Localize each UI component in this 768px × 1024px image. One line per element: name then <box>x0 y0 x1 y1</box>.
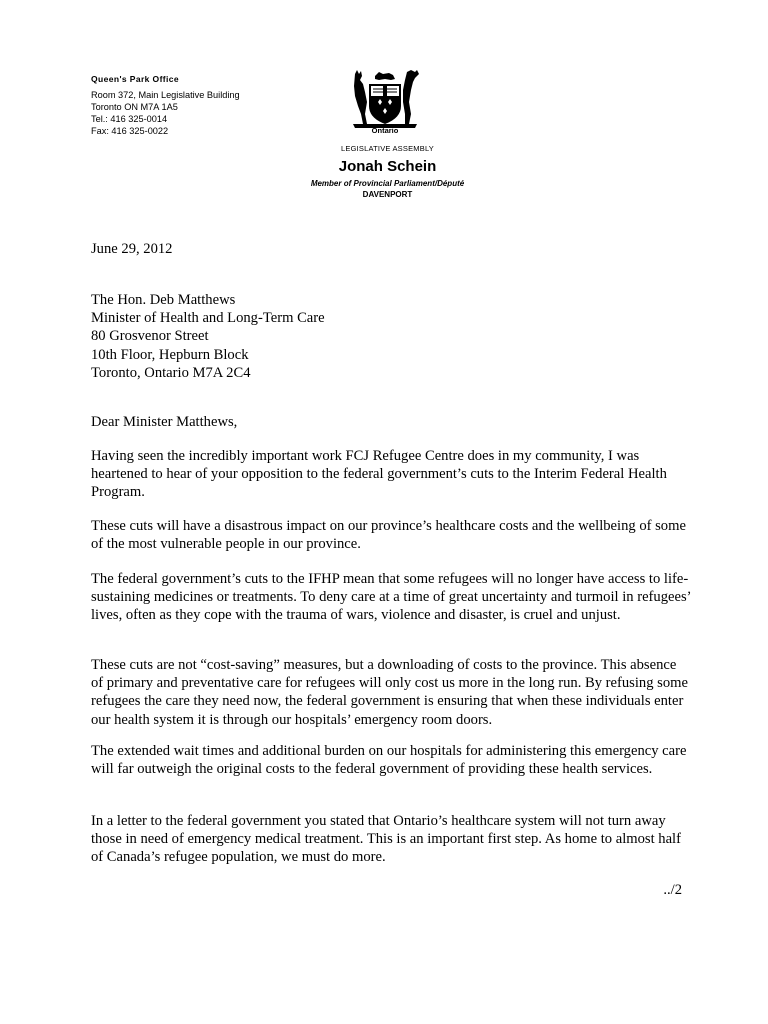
body-paragraph: These cuts will have a disastrous impact on our province’s healthcare costs and the wellbeing of some of the most vulnerable people in our province. <box>91 518 686 553</box>
recipient-address-block <box>91 291 691 382</box>
assembly-label: LEGISLATIVE ASSEMBLY <box>341 144 434 153</box>
recipient-street: 80 Grosvenor Street <box>91 328 209 345</box>
body-paragraph: These cuts are not “cost-saving” measures, but a downloading of costs to the province. This absence of primary and preventative care for refugees will only cost us more in the long run. By refusing some refugees the care they need now, the federal government is ensuring that when these individuals enter our health system it is through our hospitals’ emergency room doors. <box>91 657 688 728</box>
member-title: Member of Provincial Parliament/Député <box>310 179 465 188</box>
body-paragraph: In a letter to the federal government you stated that Ontario’s healthcare system will not turn away those in need of emergency medical treatment. This is an important first step. As home to almost half of Canada’s refugee population, we must do more. <box>91 813 681 866</box>
office-address-block <box>91 73 240 137</box>
body-paragraph: The extended wait times and additional burden on our hospitals for administering this emergency care will far outweigh the original costs to the federal government of providing these health services. <box>91 743 687 778</box>
ontario-crest-logo <box>345 68 425 138</box>
office-phone: Tel.: 416 325-0014 <box>91 114 168 124</box>
office-fax: Fax: 416 325-0022 <box>91 126 169 136</box>
letterhead-header <box>280 144 495 200</box>
office-address-line: Room 372, Main Legislative Building <box>91 90 240 100</box>
riding-name: DAVENPORT <box>362 190 413 199</box>
body-paragraph: Having seen the incredibly important work FCJ Refugee Centre does in my community, I was heartened to hear of your opposition to the federal government’s cuts to the Interim Federal Health Program. <box>91 448 667 501</box>
recipient-title: Minister of Health and Long-Term Care <box>91 310 325 327</box>
salutation: Dear Minister Matthews, <box>91 414 238 430</box>
crest-label: Ontario <box>371 126 399 135</box>
member-name: Jonah Schein <box>338 158 437 175</box>
office-title: Queen's Park Office <box>91 74 180 84</box>
recipient-floor: 10th Floor, Hepburn Block <box>91 346 249 363</box>
page-continuation-marker: ../2 <box>663 882 682 898</box>
recipient-name: The Hon. Deb Matthews <box>91 292 236 308</box>
recipient-city: Toronto, Ontario M7A 2C4 <box>91 364 251 381</box>
coat-of-arms-icon <box>345 68 425 130</box>
office-address-line: Toronto ON M7A 1A5 <box>91 102 178 112</box>
body-paragraph: The federal government’s cuts to the IFHP mean that some refugees will no longer have access to life-sustaining medicines or treatments. To deny care at a time of great uncertainty and turmoil in refugees’ lives, often as they cope with the trauma of wars, violence and disaster, is cruel and unjust. <box>91 571 691 624</box>
letter-date: June 29, 2012 <box>91 241 173 257</box>
